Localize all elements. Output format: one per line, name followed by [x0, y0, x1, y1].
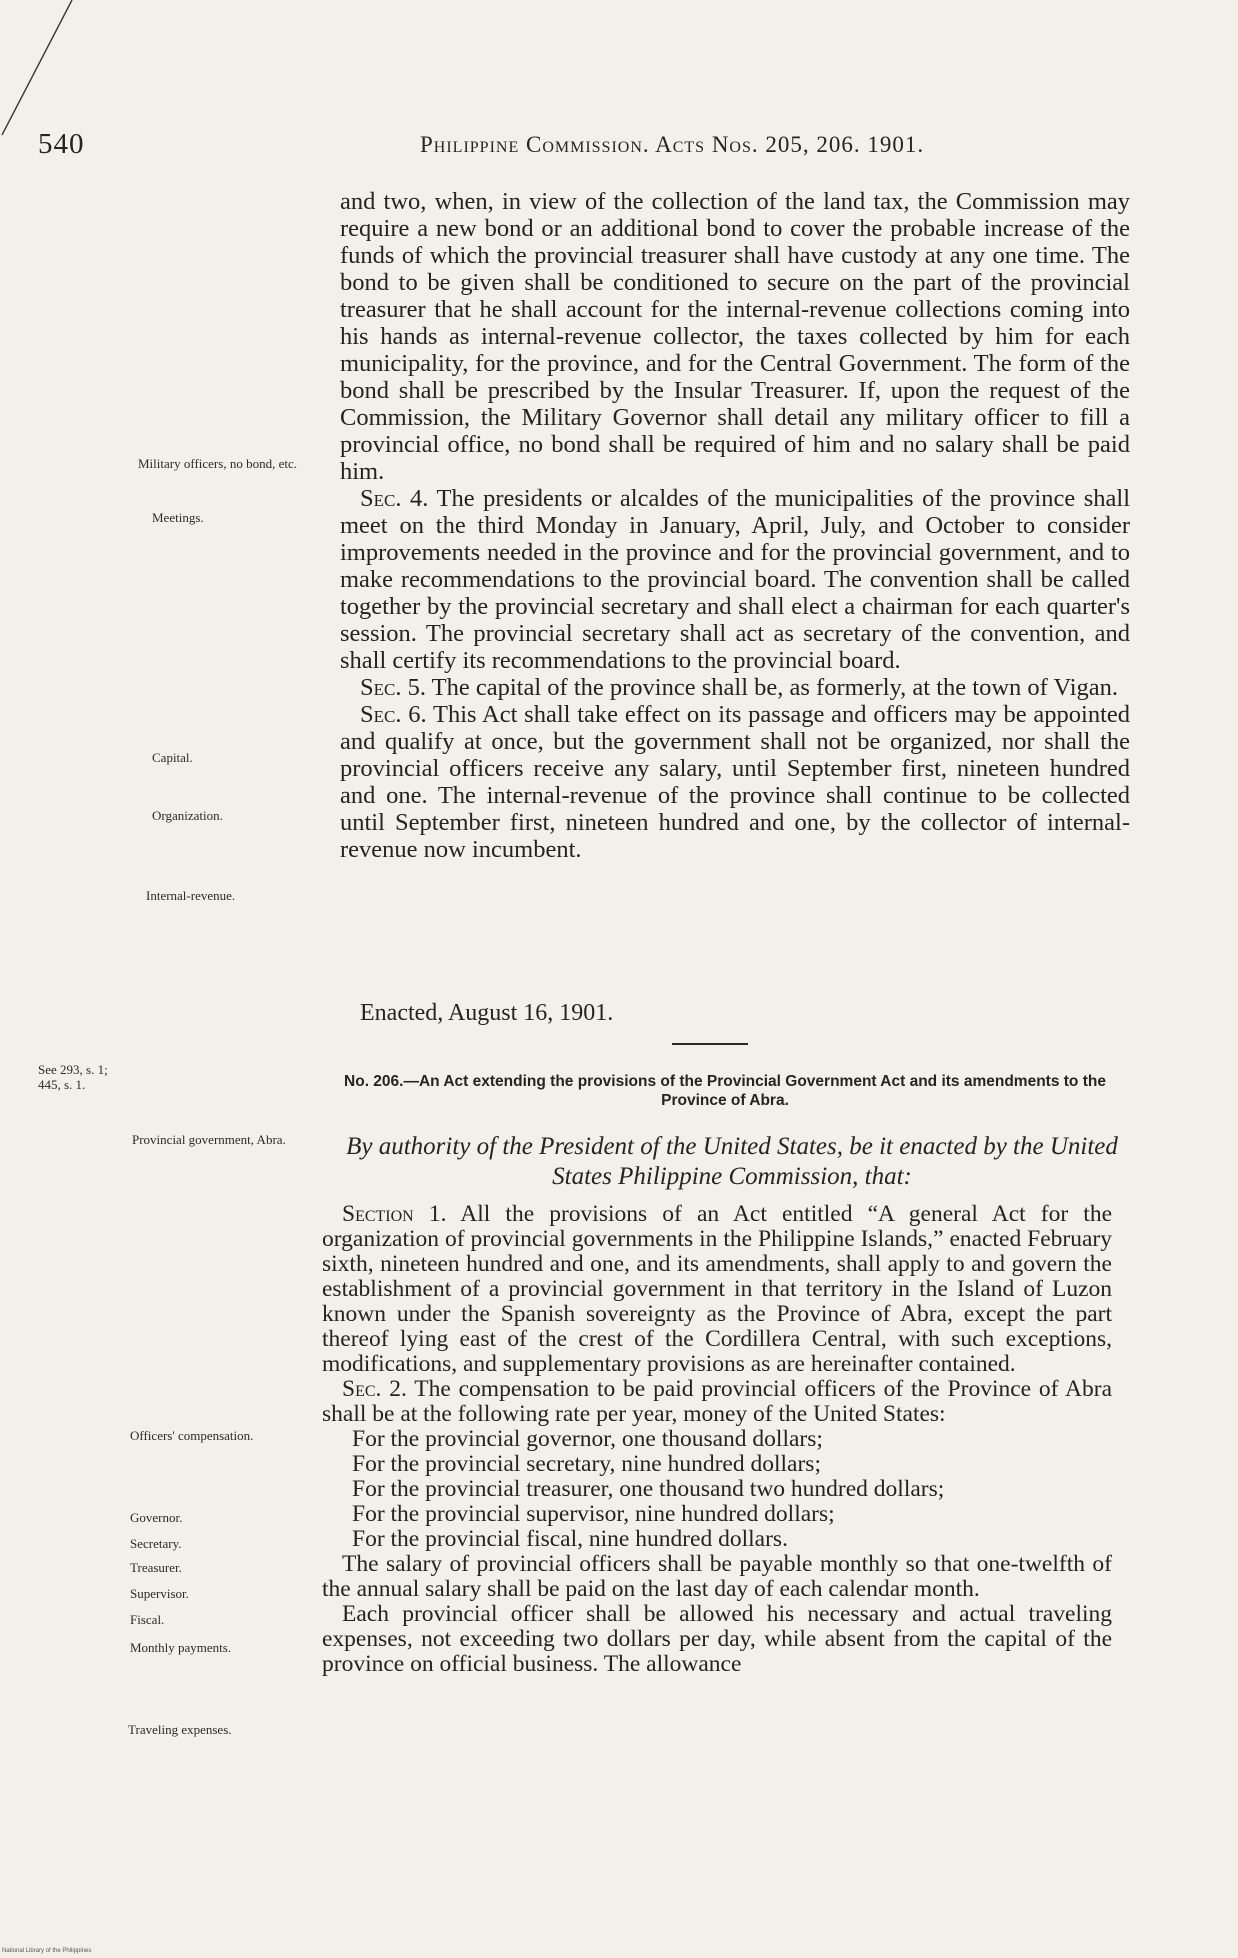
salary-secretary: For the provincial secretary, nine hundred dollars;: [352, 1451, 821, 1477]
margin-note-supervisor: Supervisor.: [130, 1586, 189, 1601]
margin-note-treasurer: Treasurer.: [130, 1560, 182, 1575]
section-5: [340, 674, 1130, 701]
section-4-label: Sec. 4.: [360, 485, 429, 512]
page-number: 540: [38, 128, 85, 160]
salary-treasurer: For the provincial treasurer, one thousand two hundred dollars;: [352, 1476, 945, 1502]
margin-note-capital: Capital.: [152, 750, 193, 765]
margin-note-internal-revenue: Internal-revenue.: [146, 888, 236, 903]
section-4-text: The presidents or alcaldes of the municipalities of the province shall meet on the third Monday in January, April, July, and October to consider improvements needed in the province and for the provincial government, and to make recommendations to the provincial board. The convention shall be called together by the provincial secretary and shall elect a chairman for each quarter's session. The provincial secretary shall act as secretary of the convention, and shall certify its recommendations to the provincial board.: [340, 485, 1130, 674]
act-205-body: [340, 188, 1130, 863]
section-6-label: Sec. 6.: [360, 701, 427, 728]
page-header: [0, 128, 1238, 168]
monthly-payments-paragraph: The salary of provincial officers shall be payable monthly so that one-twelfth of the annual salary shall be paid on the last day of each calendar month.: [322, 1551, 1112, 1602]
act-206-section-1: [322, 1202, 1112, 1377]
margin-note-organization: Organization.: [152, 808, 223, 823]
margin-note-governor: Governor.: [130, 1510, 183, 1525]
section-5-label: Sec. 5.: [360, 674, 426, 701]
margin-note-provincial-government: Provincial government, Abra.: [132, 1132, 286, 1147]
act-206-section-2: [322, 1377, 1112, 1427]
scan-artifact-line: [0, 0, 90, 140]
section-5-text: The capital of the province shall be, as formerly, at the town of Vigan.: [425, 674, 1119, 701]
salary-supervisor: For the provincial supervisor, nine hundred dollars;: [352, 1501, 835, 1527]
section-6-text: This Act shall take effect on its passage and officers may be appointed and qualify at once, but the government shall not be organized, nor shall the provincial officers receive any salary, until September first, nineteen hundred and one. The internal-revenue of the province shall continue to be collected until September first, nineteen hundred and one, by the collector of internal-revenue now incumbent.: [340, 701, 1130, 863]
margin-note-traveling-expenses: Traveling expenses.: [128, 1722, 232, 1737]
paragraph-continued: and two, when, in view of the collection of the land tax, the Commission may require a new bond or an additional bond to cover the probable increase of the funds of which the provincial treasurer shall have custody at any one time. The bond to be given shall be conditioned to secure on the part of the provincial treasurer that he shall account for the internal-revenue collections coming into his hands as internal-revenue collector, the taxes collected by him for each municipality, for the province, and for the Central Government. The form of the bond shall be prescribed by the Insular Treasurer. If, upon the request of the Commission, the Military Governor shall detail any military officer to fill a provincial office, no bond shall be required of him and no salary shall be paid him.: [340, 188, 1130, 485]
section-6: [340, 701, 1130, 863]
act-206-body: [322, 1202, 1112, 1677]
margin-note-fiscal: Fiscal.: [130, 1612, 165, 1627]
enacting-clause: By authority of the President of the United States, be it enacted by the United States Philippine Commission, that:: [346, 1133, 1118, 1190]
salary-governor: For the provincial governor, one thousand dollars;: [352, 1426, 823, 1452]
scan-footer: National Library of the Philippines: [2, 1948, 92, 1954]
margin-note-military: Military officers, no bond, etc.: [138, 456, 297, 471]
section-2-label: Sec. 2.: [342, 1376, 407, 1402]
running-head: Philippine Commission. Acts Nos. 205, 206. 1901.: [420, 132, 925, 157]
margin-note-monthly-payments: Monthly payments.: [130, 1640, 232, 1655]
margin-note-see-refs: See 293, s. 1; 445, s. 1.: [38, 1062, 108, 1092]
section-1-label: Section 1.: [342, 1201, 447, 1227]
section-1-text: All the provisions of an Act entitled “A general Act for the organization of provincial governments in the Philippine Islands,” enacted February sixth, nineteen hundred and one, and its amendments, shall apply to and govern the establishment of a provincial government in that territory in the Island of Luzon known under the Spanish sovereignty as the Province of Abra, except the part thereof lying east of the crest of the Cordillera Central, with such exceptions, modifications, and supplementary provisions as are hereinafter contained.: [322, 1201, 1112, 1377]
section-divider: [672, 1043, 748, 1045]
traveling-expenses-paragraph: Each provincial officer shall be allowed his necessary and actual traveling expenses, not exceeding two dollars per day, while absent from the capital of the province on official business. The allowance: [322, 1601, 1112, 1677]
section-2-text: The compensation to be paid provincial officers of the Province of Abra shall be at the following rate per year, money of the United States:: [322, 1376, 1112, 1427]
margin-note-meetings: Meetings.: [152, 510, 204, 525]
margin-note-secretary: Secretary.: [130, 1536, 182, 1551]
act-206-title: No. 206.—An Act extending the provisions of the Provincial Government Act and its amendments to the Province of Abra.: [344, 1073, 1106, 1109]
section-4: [340, 485, 1130, 674]
margin-note-officers-compensation: Officers' compensation.: [130, 1428, 254, 1443]
enacted-date: Enacted, August 16, 1901.: [360, 1000, 614, 1026]
salary-fiscal: For the provincial fiscal, nine hundred dollars.: [352, 1526, 788, 1552]
